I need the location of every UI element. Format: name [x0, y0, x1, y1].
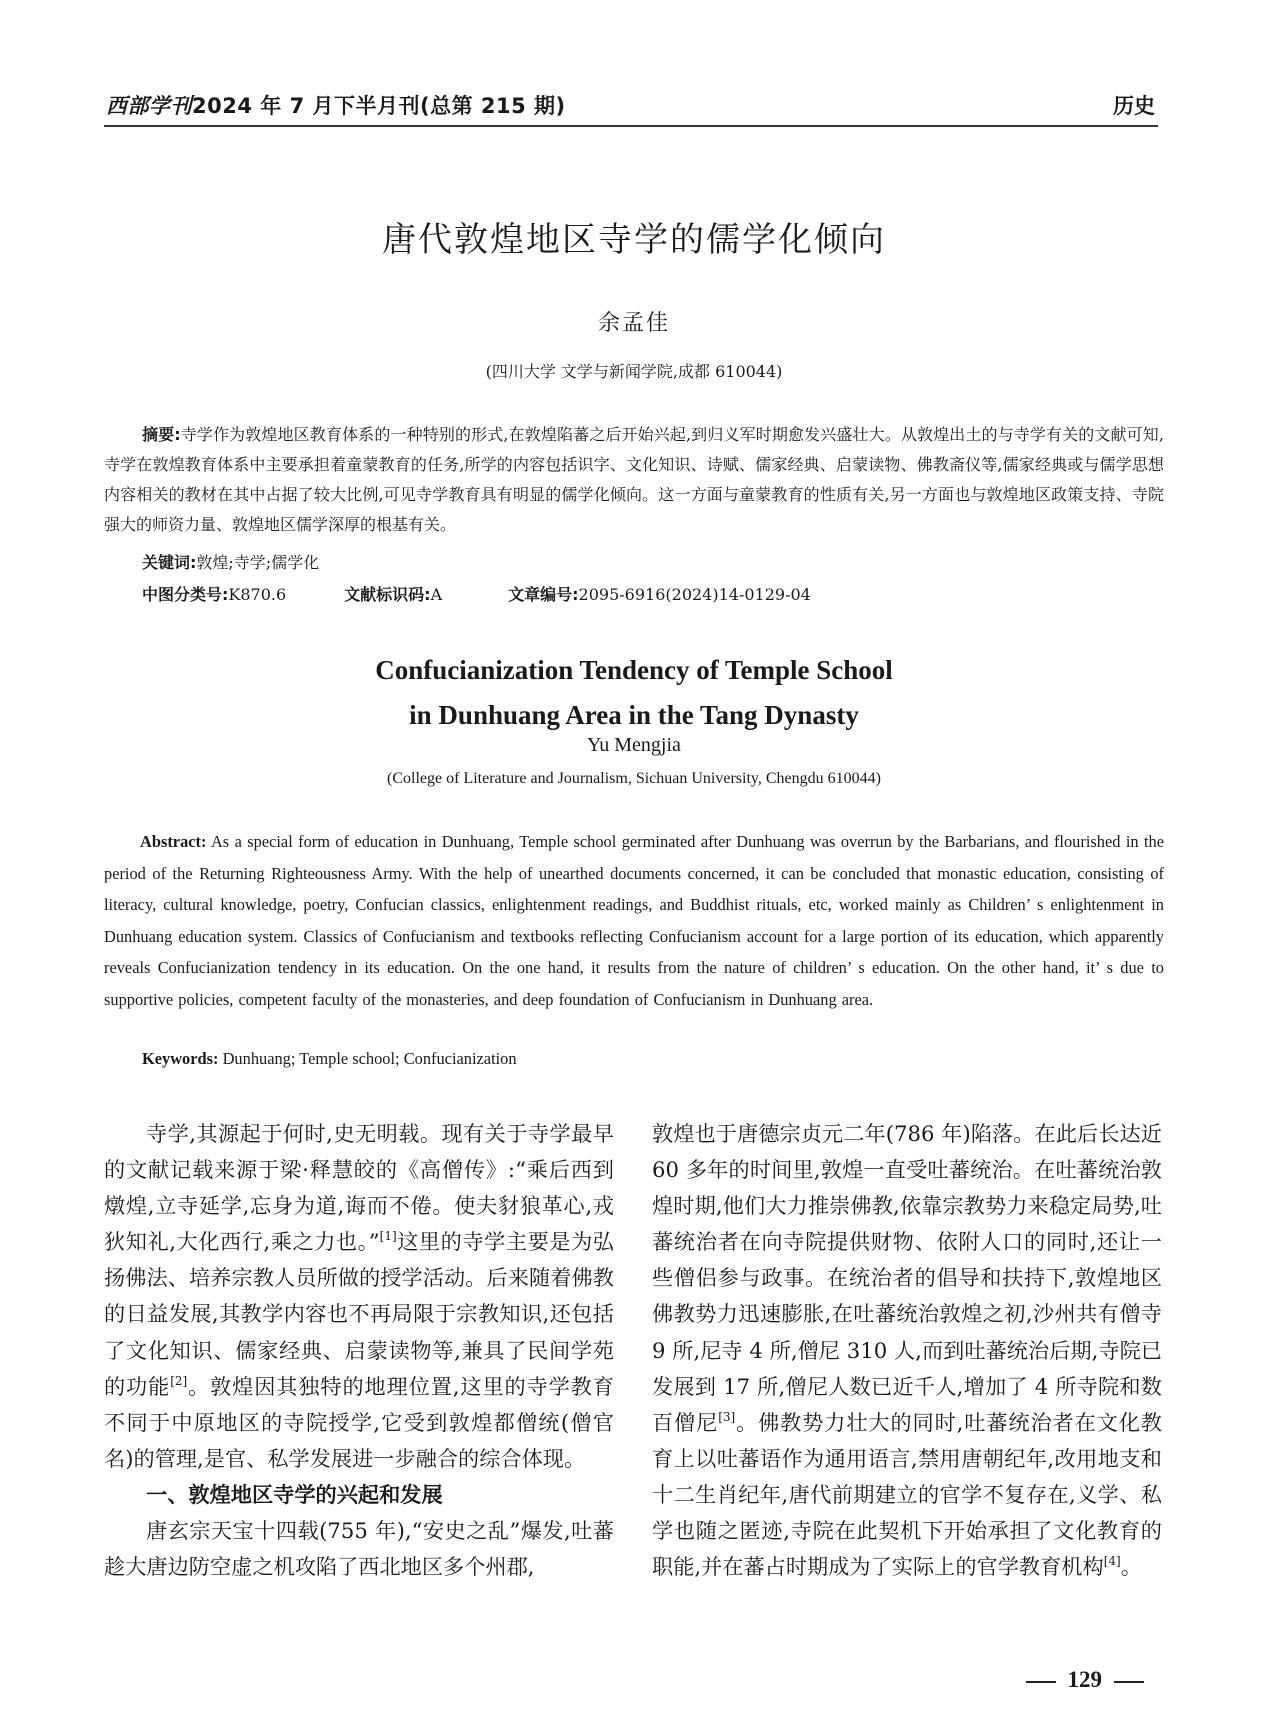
affiliation-cn: (四川大学 文学与新闻学院,成都 610044) [485, 362, 783, 381]
keywords-cn [142, 550, 319, 573]
body-column-left [104, 1116, 614, 1585]
article-title-cn: 唐代敦煌地区寺学的儒学化倾向 [382, 220, 886, 260]
running-header-journal [106, 90, 566, 120]
doc-code-value: A [430, 585, 443, 604]
doc-code-label: 文献标识码: [344, 585, 431, 604]
abstract-en [104, 826, 1164, 1016]
keywords-en [142, 1049, 517, 1069]
citation-ref[interactable]: [3] [718, 1409, 736, 1424]
citation-ref[interactable]: [2] [170, 1373, 188, 1388]
page-number-dash [1114, 1681, 1144, 1683]
issue-info: 2024 年 7 月下半月刊(总第 215 期) [192, 94, 566, 118]
page-number: 129 [1014, 1667, 1157, 1693]
body-column-right [652, 1116, 1162, 1585]
keywords-cn-text: 敦煌;寺学;儒学化 [196, 553, 320, 572]
affiliation-en: (College of Literature and Journalism, Sichuan University, Chengdu 610044) [387, 770, 881, 787]
author-name-cn: 余孟佳 [597, 311, 670, 336]
header-rule [104, 125, 1158, 127]
article-title-en [0, 648, 1268, 738]
page-number-dash [1026, 1681, 1056, 1683]
keywords-en-text: Dunhuang; Temple school; Confucianization [222, 1049, 517, 1068]
citation-ref[interactable]: [4] [1103, 1554, 1121, 1569]
clc-label: 中图分类号: [142, 585, 229, 604]
section-name: 历史 [1113, 94, 1155, 118]
article-no-label: 文章编号: [508, 585, 579, 604]
abstract-cn-label: 摘要: [142, 425, 181, 444]
citation-ref[interactable]: [1] [379, 1229, 397, 1244]
classification-line [142, 582, 811, 605]
article-no-value: 2095-6916(2024)14-0129-04 [578, 585, 811, 604]
author-name-en: Yu Mengjia [587, 734, 681, 756]
abstract-en-label: Abstract: [140, 832, 207, 851]
abstract-cn-text: 寺学作为敦煌地区教育体系的一种特别的形式,在敦煌陷蕃之后开始兴起,到归义军时期愈发兴盛壮大。从敦煌出土的与寺学有关的文献可知,寺学在敦煌教育体系中主要承担着童蒙教育的任务,所学的内容包括识字、文化知识、诗赋、儒家经典、启蒙读物、佛教斋仪等,儒家经典或与儒学思想内容相关的教材在其中占据了较大比例,可见寺学教育具有明显的儒学化倾向。这一方面与童蒙教育的性质有关,另一方面也与敦煌地区政策支持、寺院强大的师资力量、敦煌地区儒学深厚的根基有关。 [104, 425, 1164, 534]
body-paragraph: 寺学,其源起于何时,史无明载。现有关于寺学最早的文献记载来源于梁·释慧皎的《高僧传》:“乘后西到燉煌,立寺延学,忘身为道,诲而不倦。使夫豺狼革心,戎狄知礼,大化西行,乘之力也。”[1]这里的寺学主要是为弘扬佛法、培养宗教人员所做的授学活动。后来随着佛教的日益发展,其教学内容也不再局限于宗教知识,还包括了文化知识、儒家经典、启蒙读物等,兼具了民间学苑的功能[2]。敦煌因其独特的地理位置,这里的寺学教育不同于中原地区的寺院授学,它受到敦煌都僧统(僧官名)的管理,是官、私学发展进一步融合的综合体现。 [104, 1121, 614, 1471]
section-heading: 一、敦煌地区寺学的兴起和发展 [146, 1481, 443, 1507]
body-paragraph: 敦煌也于唐德宗贞元二年(786 年)陷落。在此后长达近 60 多年的时间里,敦煌一直受吐蕃统治。在吐蕃统治敦煌时期,他们大力推崇佛教,依靠宗教势力来稳定局势,吐蕃统治者在向寺院提供财物、依附人口的同时,还让一些僧侣参与政事。在统治者的倡导和扶持下,敦煌地区佛教势力迅速膨胀,在吐蕃统治敦煌之初,沙州共有僧寺 9 所,尼寺 4 所,僧尼 310 人,而到吐蕃统治后期,寺院已发展到 17 所,僧尼人数已近千人,增加了 4 所寺院和数百僧尼[3]。佛教势力壮大的同时,吐蕃统治者在文化教育上以吐蕃语作为通用语言,禁用唐朝纪年,改用地支和十二生肖纪年,唐代前期建立的官学不复存在,义学、私学也随之匿迹,寺院在此契机下开始承担了文化教育的职能,并在蕃占时期成为了实际上的官学教育机构[4]。 [652, 1121, 1162, 1580]
body-paragraph: 唐玄宗天宝十四载(755 年),“安史之乱”爆发,吐蕃趁大唐边防空虚之机攻陷了西北地区多个州郡, [104, 1518, 614, 1580]
journal-logo: 西部学刊 [106, 93, 192, 118]
keywords-cn-label: 关键词: [142, 553, 197, 572]
keywords-en-label: Keywords: [142, 1049, 219, 1068]
clc-value: K870.6 [228, 585, 287, 604]
abstract-en-text: As a special form of education in Dunhuang, Temple school germinated after Dunhuang was overrun by the Barbarians, and flourished in the period of the Returning Righteousness Army. With the help of unearthed documents concerned, it can be concluded that monastic education, consisting of literacy, cultural knowledge, poetry, Confucian classics, enlightenment readings, and Buddhist rituals, etc, worked mainly as Children’ s enlightenment in Dunhuang education system. Classics of Confucianism and textbooks reflecting Confucianism account for a large portion of its education, which apparently reveals Confucianization tendency in its education. On the one hand, it results from the nature of children’ s education. On the other hand, it’ s due to supportive policies, competent faculty of the monasteries, and deep foundation of Confucianism in Dunhuang area. [104, 832, 1164, 1009]
title-en-line-1: Confucianization Tendency of Temple School [375, 655, 893, 685]
title-en-line-2: in Dunhuang Area in the Tang Dynasty [409, 700, 859, 730]
abstract-cn [104, 420, 1164, 540]
